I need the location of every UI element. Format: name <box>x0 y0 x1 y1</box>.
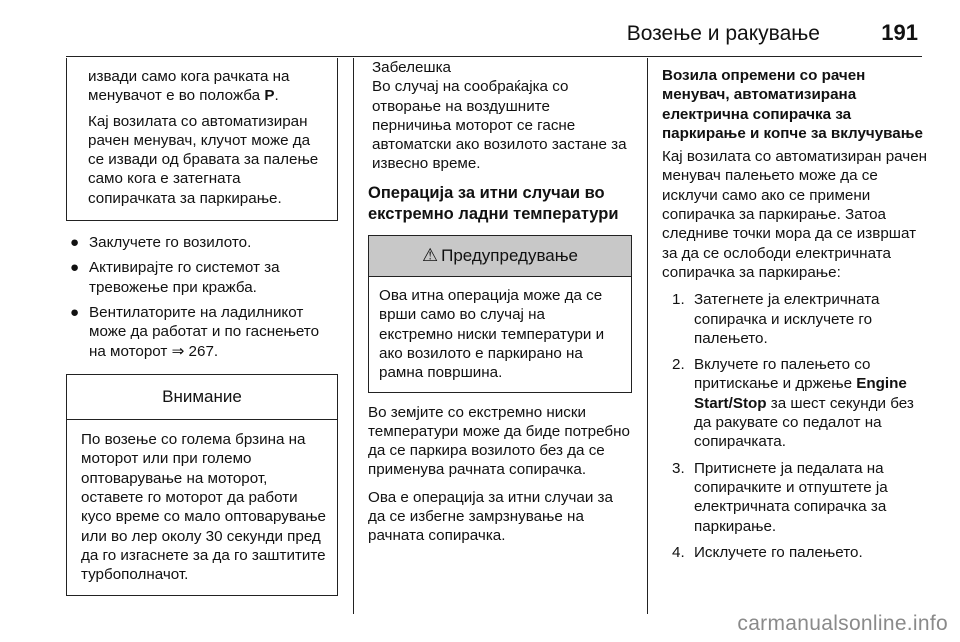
step-text: Затегнете ја електричната сопирачка и исклучете го палењето. <box>694 291 880 347</box>
step-text: Исклучете го палењето. <box>694 543 863 561</box>
column-1 <box>66 58 338 596</box>
steps-list <box>662 290 930 562</box>
paragraph-2: Ова е операција за итни случаи за да се избегне замрзнување на рачната сопирачка. <box>368 488 613 545</box>
column-3 <box>662 58 930 569</box>
step-item-2 <box>662 355 930 451</box>
warning-header <box>369 236 631 277</box>
page-header <box>0 20 960 60</box>
bullet-item-1 <box>66 233 338 252</box>
warning-box <box>368 235 632 393</box>
bullet-dot: ● <box>70 303 80 321</box>
continued-notice-box <box>66 58 338 221</box>
step-item-3 <box>662 459 930 536</box>
notice-box <box>66 374 338 596</box>
step-number: 3. <box>672 459 685 477</box>
step-item-1 <box>662 290 930 348</box>
warning-triangle-icon: ⚠ <box>421 244 439 265</box>
paragraph-1: Во земјите со екстремно ниски температури може да биде потребно да се паркира возилото без да се применува рачната сопирачка. <box>368 403 630 479</box>
section-heading: Операција за итни случаи во екстремно ладни температури <box>368 183 619 223</box>
page-number: 191 <box>881 20 918 45</box>
subsection-heading: Возила опремени со рачен менувач, автоматизирана електрична сопирачка за паркирање и копче за вклучување <box>662 67 923 142</box>
notice-body: По возење со голема брзина на моторот или при големо оптоварување на моторот, оставете го моторот да работи кусо време со мало оптоварување или во лер околу 30 секунди пред да го изгаснете за да го заштитите турбополначот. <box>81 431 327 584</box>
warning-title: Предупредување <box>441 245 579 265</box>
step-item-4 <box>662 543 930 562</box>
bullet-text: Вентилаторите на ладилникот може да работат и по гаснењето на моторот <box>89 303 320 360</box>
bullet-text: Заклучете го возилото. <box>89 234 252 252</box>
page-title: Возење и ракување <box>626 22 820 45</box>
header-rule <box>66 56 922 57</box>
page-reference-link[interactable]: 267 <box>188 342 214 360</box>
step-number: 4. <box>672 543 685 561</box>
box-paragraph-2: Кај возилата со автоматизиран рачен менувач, клучот може да се извади од бравата за палење само кога е затегната сопирачката за паркирање. <box>88 112 319 207</box>
bullet-dot: ● <box>70 259 80 277</box>
intro-paragraph: Кај возилата со автоматизиран рачен менувач палењето може да се исклучи само ако се примени сопирачка за паркирање. Затоа следниве точки мора да се извршат за да се ослободи електричната сопирачка за паркирање: <box>662 148 928 281</box>
step-number: 2. <box>672 356 685 374</box>
bullet-item-2 <box>66 258 338 297</box>
note-title: Забелешка <box>372 59 452 76</box>
engine-start-stop-label: Engine Start/Stop <box>694 375 907 412</box>
step-number: 1. <box>672 291 685 309</box>
column-2 <box>368 58 632 546</box>
column-divider-1 <box>353 58 354 614</box>
step-text: Притиснете ја педалата на сопирачките и отпуштете ја електричната сопирачка за паркирање. <box>694 459 888 535</box>
note-body: Во случај на сообраќајка со отворање на воздушните перничиња моторот се гасне автоматски ако возилото застане за извесно време. <box>372 78 627 173</box>
box-p1-text: извади само кога рачката на менувачот е во положба <box>88 68 290 105</box>
gear-position-p: P <box>264 87 275 105</box>
page-reference-icon: ⇒ <box>171 342 185 360</box>
bullet-text: Активирајте го системот за тревожење при кражба. <box>89 259 280 296</box>
bullet-dot: ● <box>70 234 80 252</box>
bullet-item-3 <box>66 303 338 361</box>
bullet-end: . <box>213 342 219 360</box>
watermark: carmanualsonline.info <box>737 612 948 635</box>
step-text-end: за шест секунди без да ракувате со педалот на сопирачката. <box>694 394 914 451</box>
step-text: Вклучете го палењето со притискање и држење <box>694 356 871 393</box>
notice-title: Внимание <box>67 375 337 420</box>
note-block <box>368 58 632 174</box>
box-p1-end: . <box>274 87 279 105</box>
column-divider-2 <box>647 58 648 614</box>
warning-body: Ова итна операција може да се врши само во случај на екстремно ниски температури и ако возилото е паркирано на рамна површина. <box>379 287 605 382</box>
box-paragraph-1 <box>88 67 324 106</box>
